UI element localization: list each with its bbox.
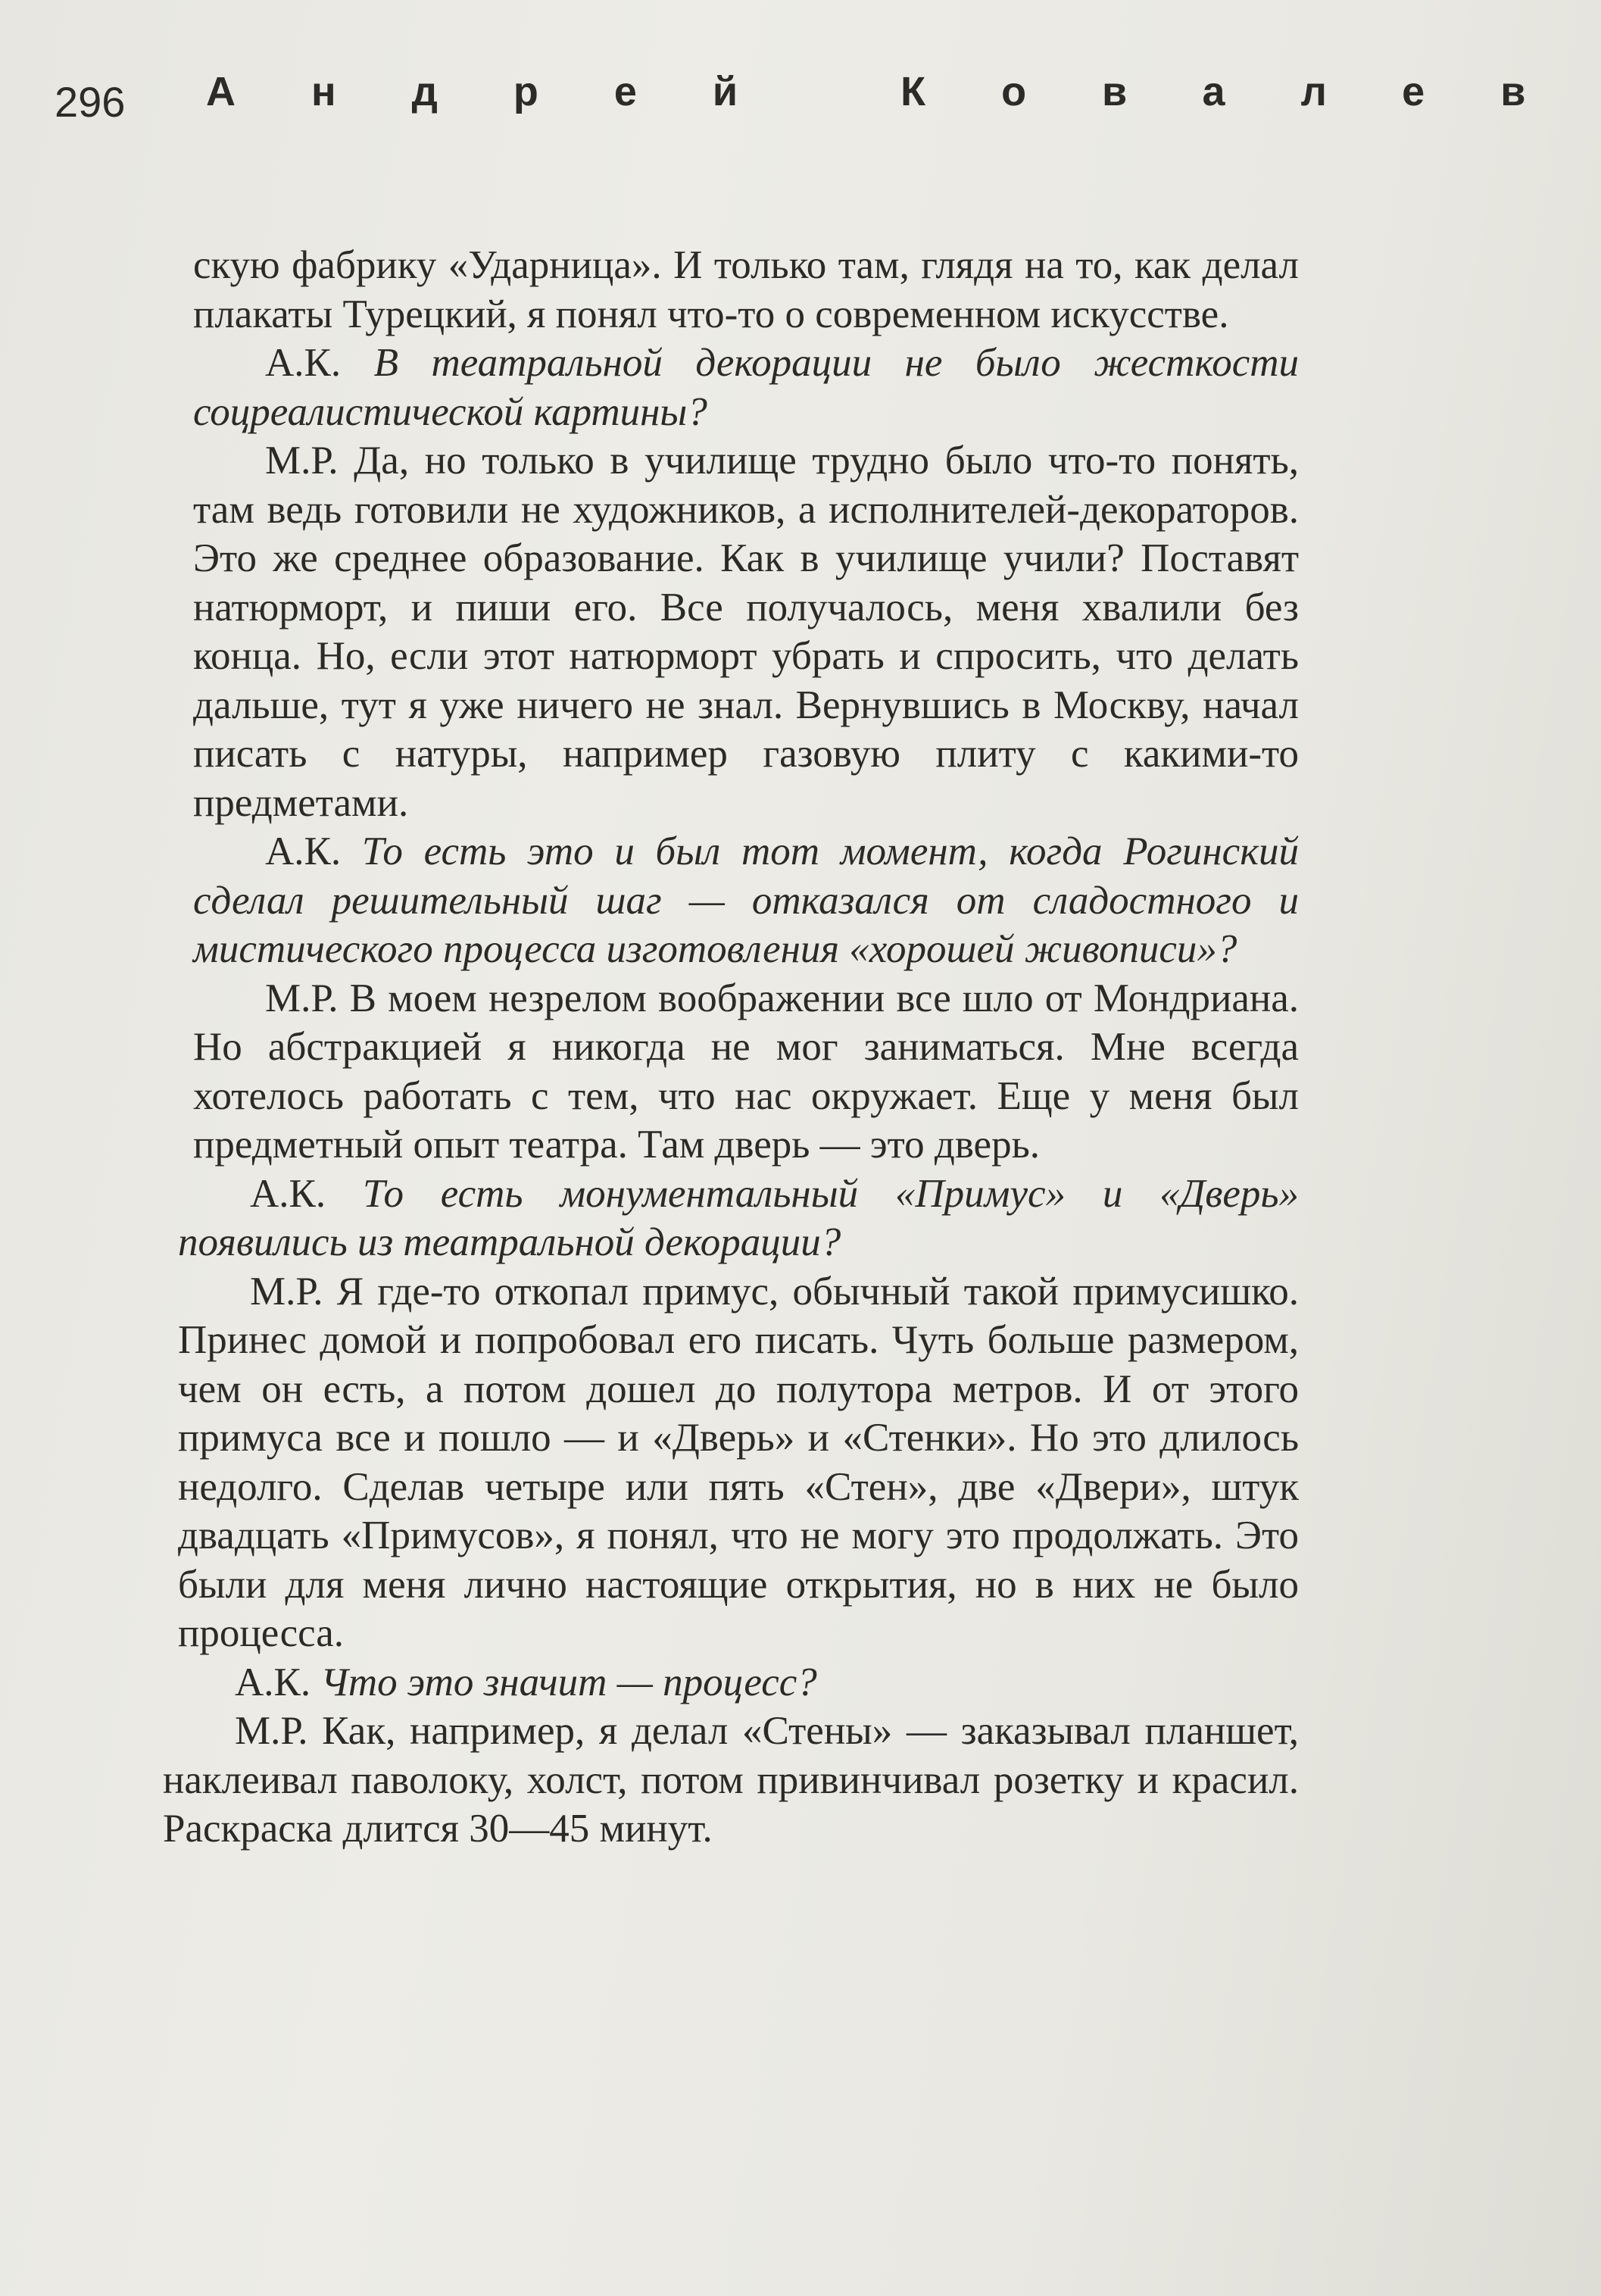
speaker-label: М.Р.: [235, 1709, 308, 1753]
paragraph-text: Да, но только в училище трудно было что-то понять, там ведь готовили не художников, а исполнителей-декораторов. Это же среднее образование. Как в училище учили? Поставят натюрморт, и пиши его. Все получалось, меня хвалили без конца. Но, если этот натюрморт убрать и спросить, что делать дальше, тут я уже ничего не знал. Вернувшись в Москву, начал писать с натуры, например газовую плиту с какими-то предметами.: [193, 439, 1299, 825]
speaker-label: А.К.: [235, 1660, 311, 1704]
speaker-label: А.К.: [265, 829, 342, 873]
body-text: [163, 241, 1300, 1854]
paragraph: [193, 339, 1299, 436]
paragraph: [193, 827, 1299, 974]
paragraph: [163, 1707, 1299, 1854]
paragraph-text: Как, например, я делал «Стены» — заказывал планшет, наклеивал паволоку, холст, потом привинчивал розетку и красил. Раскраска длится 30—45 минут.: [163, 1709, 1299, 1851]
paragraph-text: То есть монументальный «Примус» и «Дверь» появились из театральной декорации?: [178, 1171, 1300, 1264]
speaker-label: А.К.: [250, 1171, 326, 1216]
paragraph-text: То есть это и был тот момент, когда Рогинский сделал решительный шаг — отказался от сладостного и мистического процесса изготовления «хорошей живописи»?: [193, 829, 1299, 971]
paragraph-text: В театральной декорации не было жесткости соцреалистической картины?: [193, 341, 1299, 434]
speaker-label: М.Р.: [265, 976, 339, 1020]
paragraph-text: Я где-то откопал примус, обычный такой примусишко. Принес домой и попробовал его писать. Чуть больше размером, чем он есть, а потом дошел до полутора метров. И от этого примуса все и пошло — и «Дверь» и «Стенки». Но это длилось недолго. Сделав четыре или пять «Стен», две «Двери», штук двадцать «Примусов», я понял, что не могу это продолжать. Это были для меня лично настоящие открытия, но в них не было процесса.: [178, 1269, 1299, 1655]
paragraph-text: В моем незрелом воображении все шло от Мондриана. Но абстракцией я никогда не мог заниматься. Мне всегда хотелось работать с тем, что нас окружает. Еще у меня был предметный опыт театра. Там дверь — это дверь.: [193, 976, 1299, 1167]
paragraph: [193, 436, 1299, 827]
paragraph: [163, 1658, 1299, 1707]
author-name: Андрей Ковалев: [206, 69, 1601, 114]
paragraph: [178, 1170, 1299, 1267]
paragraph-text: скую фабрику «Ударница». И только там, глядя на то, как делал плакаты Турецкий, я понял что-то о современном искусстве.: [193, 243, 1299, 336]
paragraph-text: Что это значит — процесс?: [320, 1660, 817, 1704]
running-head: [55, 62, 1601, 145]
speaker-label: М.Р.: [265, 439, 339, 483]
paragraph: [193, 974, 1299, 1170]
speaker-label: М.Р.: [250, 1269, 323, 1314]
paragraph: [178, 1267, 1299, 1658]
page-number: 296: [55, 78, 126, 126]
speaker-label: А.К.: [265, 341, 342, 385]
paragraph: [193, 241, 1299, 339]
